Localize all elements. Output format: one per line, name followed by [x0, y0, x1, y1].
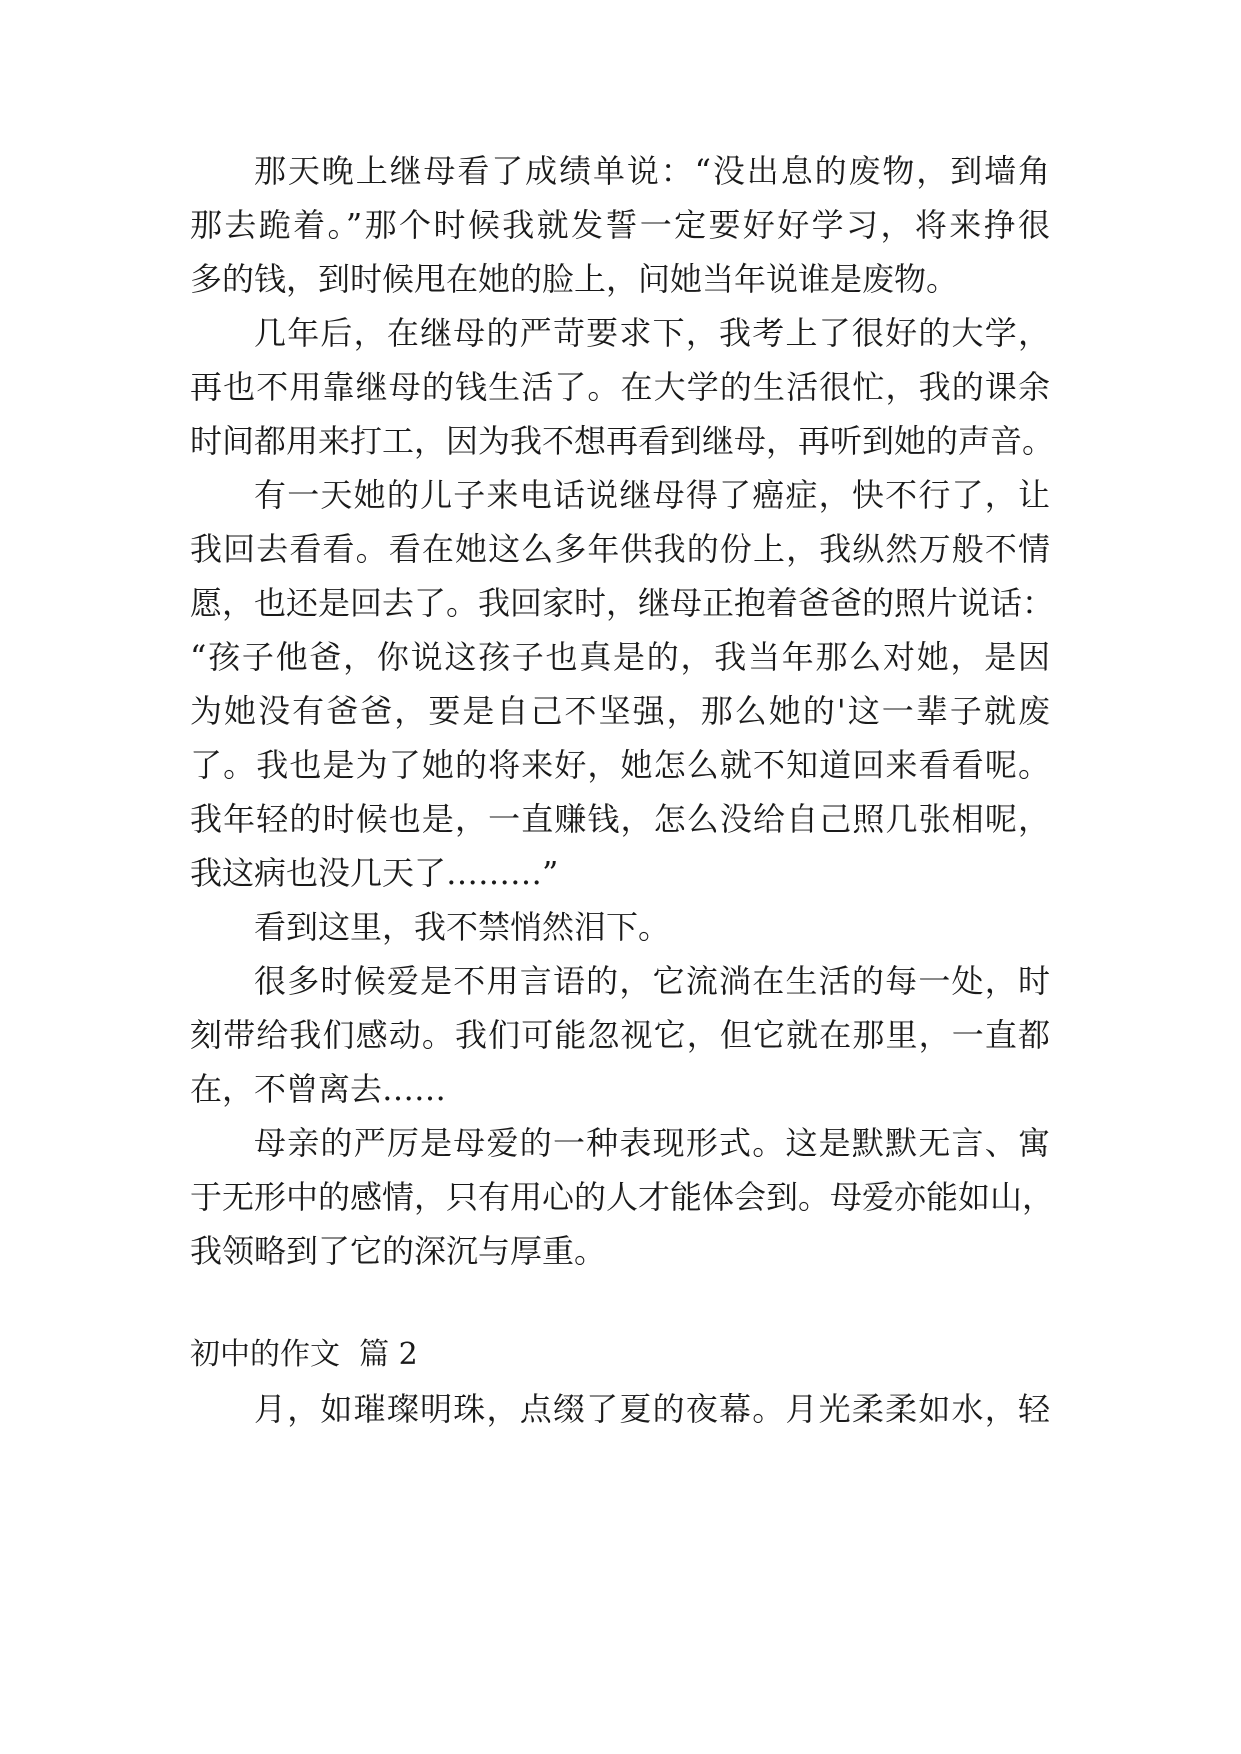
paragraph-4-line-1: 看到这里，我不禁悄然泪下。	[254, 908, 671, 946]
paragraph-3-line-2: 我回去看看。看在她这么多年供我的份上，我纵然万般不情	[190, 530, 1050, 568]
paragraph-3-line-6: 了。我也是为了她的将来好，她怎么就不知道回来看看呢。	[190, 746, 1050, 784]
paragraph-6-line-2: 于无形中的感情，只有用心的人才能体会到。母爱亦能如山，	[190, 1178, 1055, 1216]
paragraph-6-line-1: 母亲的严厉是母爱的一种表现形式。这是默默无言、寓	[254, 1124, 1050, 1162]
paragraph-5-line-2: 刻带给我们感动。我们可能忽视它，但它就在那里，一直都	[190, 1016, 1050, 1054]
paragraph-2-line-2: 再也不用靠继母的钱生活了。在大学的生活很忙，我的课余	[190, 368, 1050, 406]
paragraph-1-line-3: 多的钱，到时候甩在她的脸上，问她当年说谁是废物。	[190, 260, 959, 298]
paragraph-3-line-3: 愿，也还是回去了。我回家时，继母正抱着爸爸的照片说话：	[190, 584, 1055, 622]
paragraph-6-line-3: 我领略到了它的深沉与厚重。	[190, 1232, 607, 1270]
section-heading: 初中的作文 篇 2	[190, 1337, 418, 1372]
paragraph-1-line-2: 那去跪着。”那个时候我就发誓一定要好好学习，将来挣很	[190, 206, 1050, 244]
paragraph-3-line-1: 有一天她的儿子来电话说继母得了癌症，快不行了，让	[254, 476, 1050, 514]
paragraph-3-line-8: 我这病也没几天了………”	[190, 854, 559, 892]
paragraph-3-line-7: 我年轻的时候也是，一直赚钱，怎么没给自己照几张相呢，	[190, 800, 1050, 838]
paragraph-3-line-4: “孩子他爸，你说这孩子也真是的，我当年那么对她，是因	[190, 638, 1050, 676]
paragraph-1-line-1: 那天晚上继母看了成绩单说：“没出息的废物，到墙角	[254, 152, 1050, 190]
paragraph-2-line-1: 几年后，在继母的严苛要求下，我考上了很好的大学，	[254, 314, 1050, 352]
paragraph-3-line-5: 为她没有爸爸，要是自己不坚强，那么她的'这一辈子就废	[190, 692, 1050, 730]
paragraph-5-line-1: 很多时候爱是不用言语的，它流淌在生活的每一处，时	[254, 962, 1050, 1000]
next-paragraph-line-1: 月，如璀璨明珠，点缀了夏的夜幕。月光柔柔如水，轻	[254, 1390, 1050, 1428]
paragraph-2-line-3: 时间都用来打工，因为我不想再看到继母，再听到她的声音。	[190, 422, 1055, 460]
paragraph-5-line-3: 在，不曾离去……	[190, 1070, 447, 1108]
